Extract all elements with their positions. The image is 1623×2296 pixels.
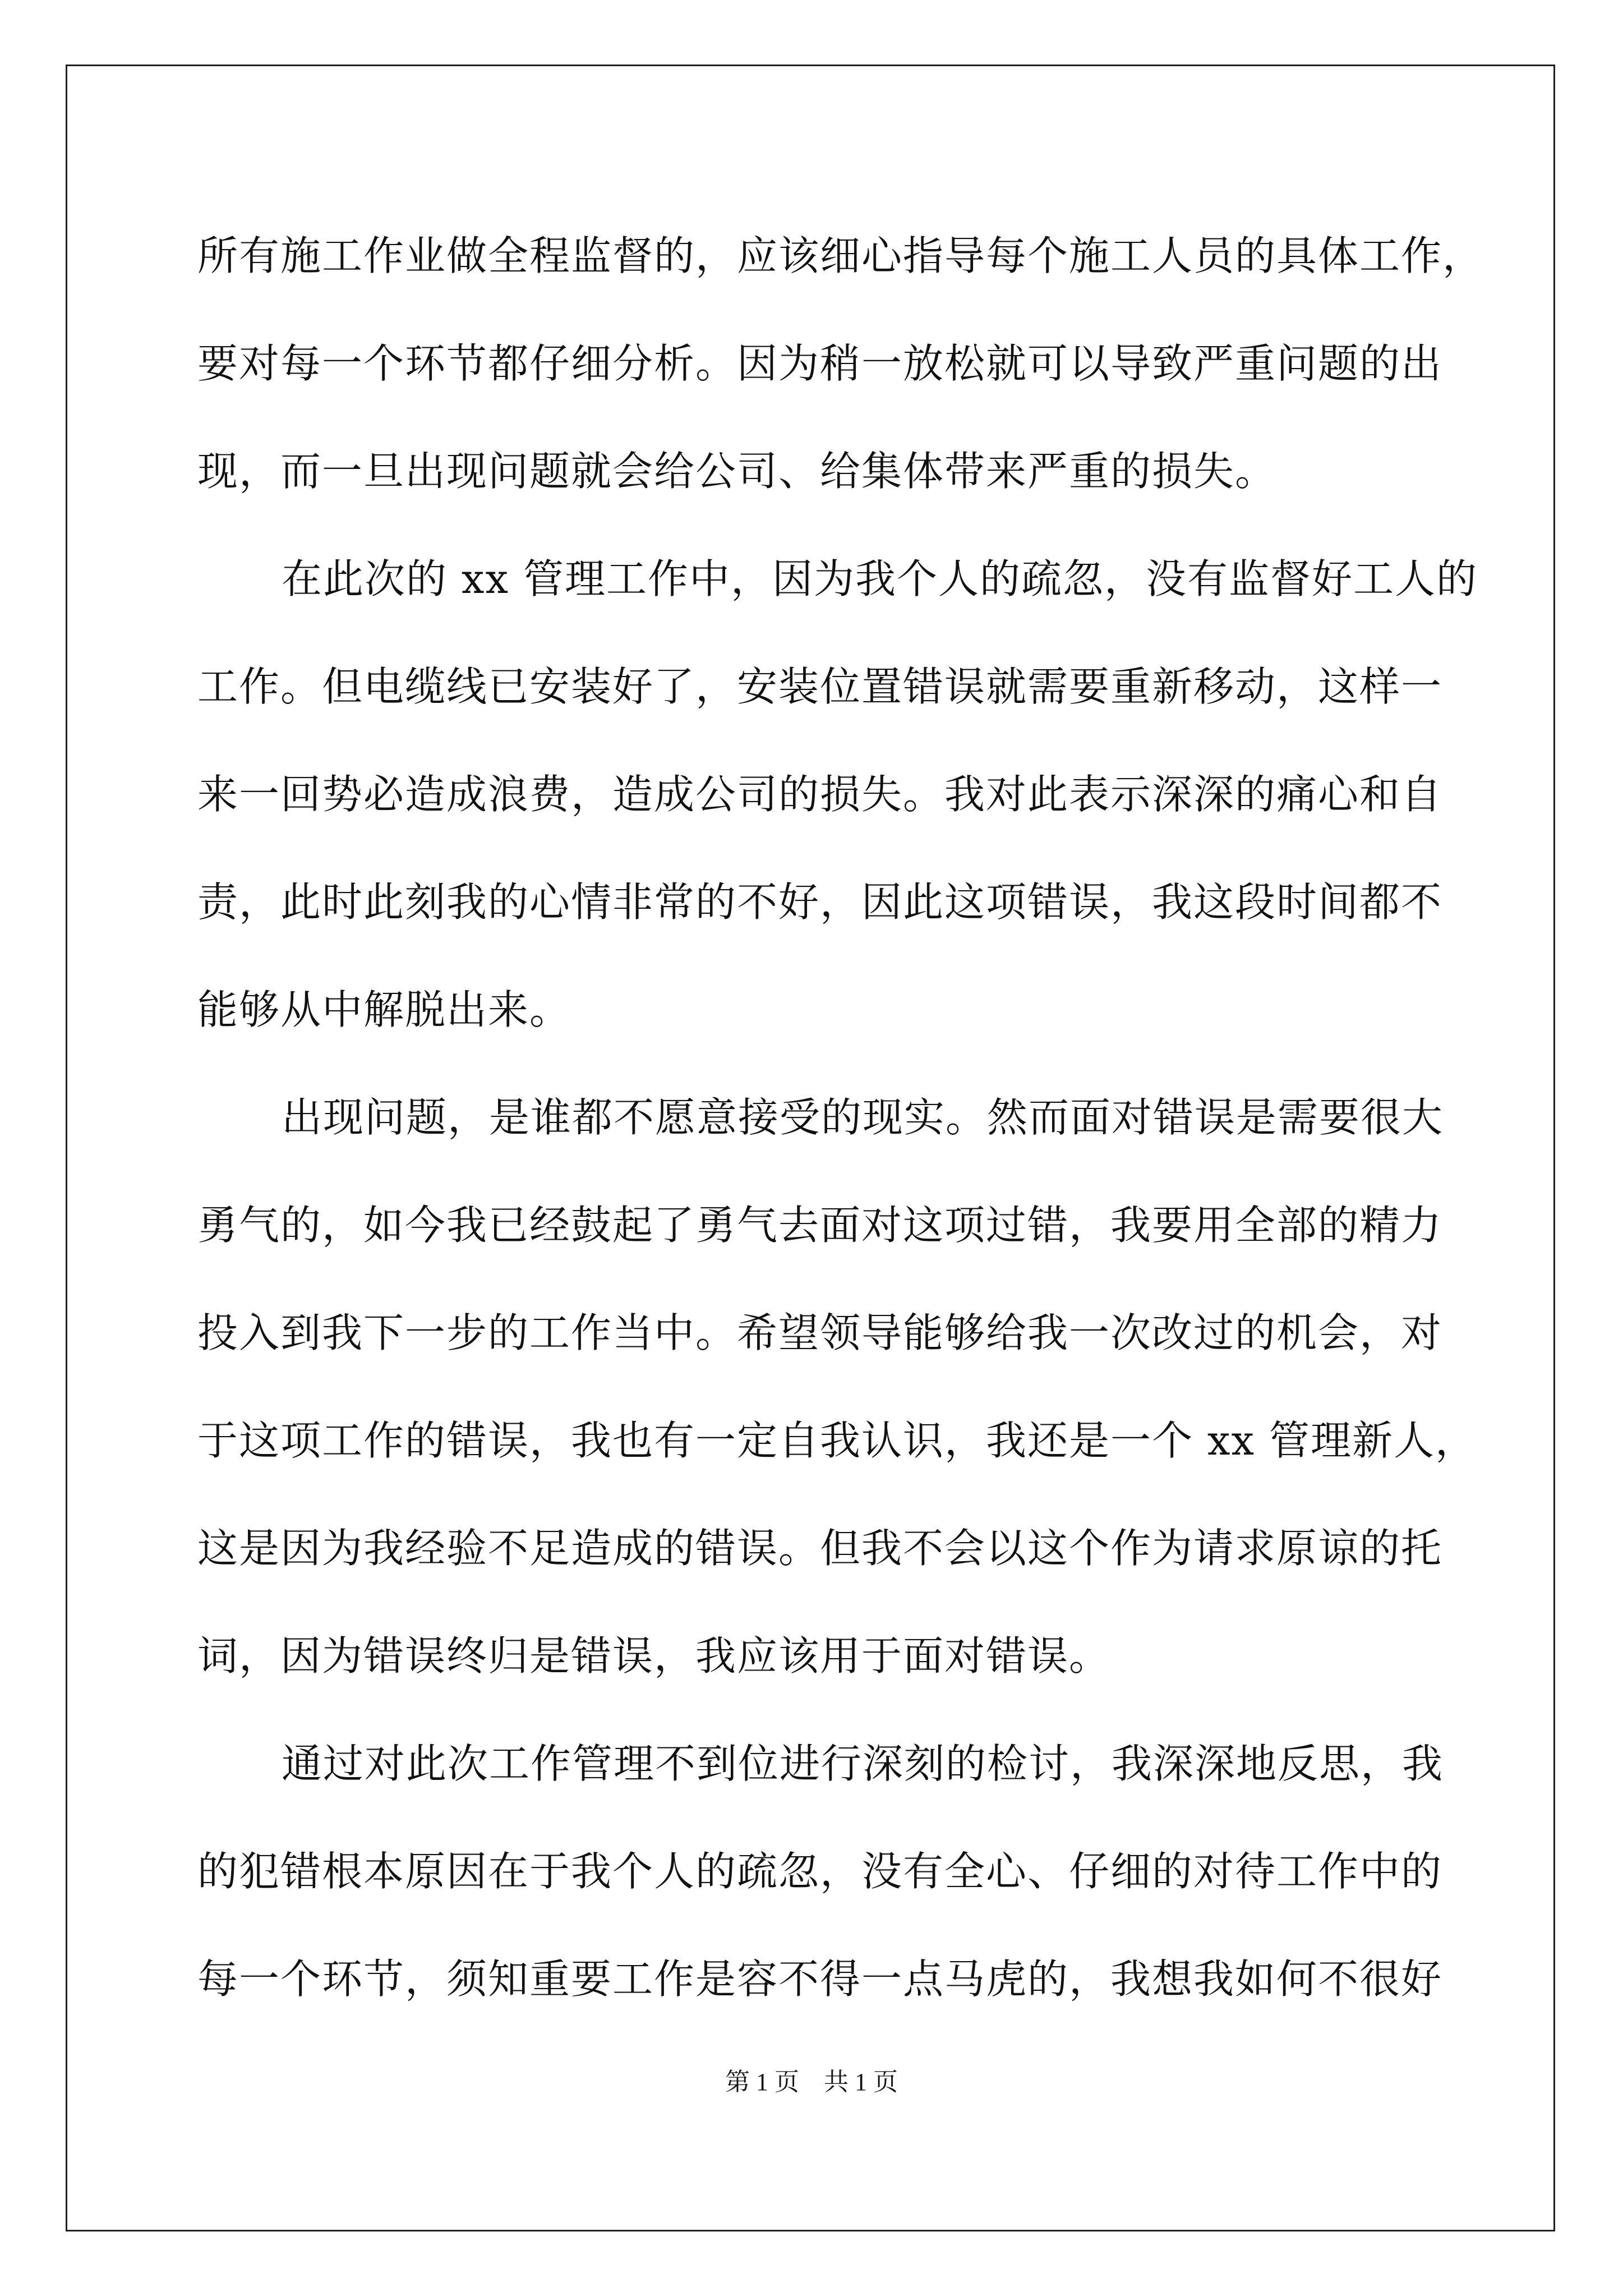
text-line: 这是因为我经验不足造成的错误。但我不会以这个作为请求原谅的托 [197,1525,1443,1572]
text-line: 工作。但电缆线已安装好了，安装位置错误就需要重新移动，这样一 [197,663,1443,710]
text-line: 责，此时此刻我的心情非常的不好，因此这项错误，我这段时间都不 [197,878,1443,926]
text-line: 出现问题，是谁都不愿意接受的现实。然而面对错误是需要很大 [282,1094,1444,1141]
text-line: 每一个环节，须知重要工作是容不得一点马虎的，我想我如何不很好 [197,1955,1443,2003]
text-line: 在此次的 xx 管理工作中，因为我个人的疏忽，没有监督好工人的 [282,555,1478,602]
text-line: 要对每一个环节都仔细分析。因为稍一放松就可以导致严重问题的出 [197,340,1443,387]
text-line: 现，而一旦出现问题就会给公司、给集体带来严重的损失。 [197,448,1277,495]
document-body [197,202,1484,2033]
text-line: 来一回势必造成浪费，造成公司的损失。我对此表示深深的痛心和自 [197,771,1443,818]
text-line: 能够从中解脱出来。 [197,986,571,1033]
text-line: 勇气的，如今我已经鼓起了勇气去面对这项过错，我要用全部的精力 [197,1202,1443,1249]
text-line: 的犯错根本原因在于我个人的疏忽，没有全心、仔细的对待工作中的 [197,1848,1443,1895]
text-line: 通过对此次工作管理不到位进行深刻的检讨，我深深地反思，我 [282,1740,1444,1787]
text-line: 投入到我下一步的工作当中。希望领导能够给我一次改过的机会，对 [197,1309,1443,1356]
text-line: 于这项工作的错误，我也有一定自我认识，我还是一个 xx 管理新人， [197,1417,1477,1464]
text-line: 所有施工作业做全程监督的，应该细心指导每个施工人员的具体工作， [197,232,1484,279]
text-line: 词，因为错误终归是错误，我应该用于面对错误。 [197,1632,1111,1680]
page-footer: 第 1 页 共 1 页 [725,2068,898,2096]
